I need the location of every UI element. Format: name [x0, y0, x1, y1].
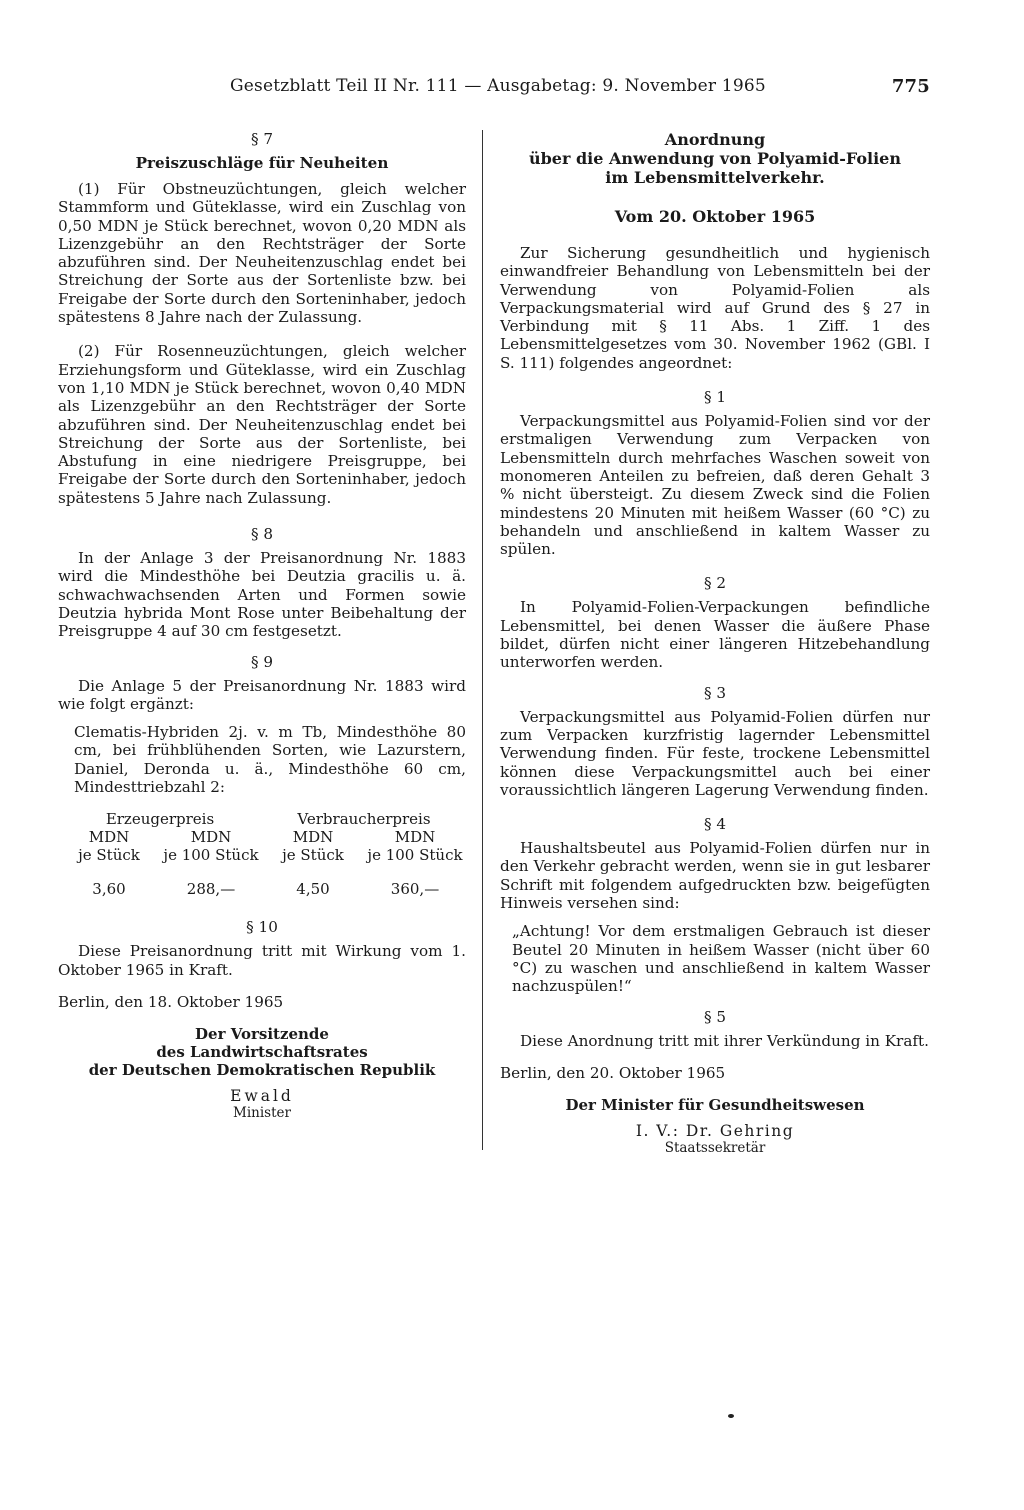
ordinance-title-1: Anordnung	[664, 130, 766, 149]
price-value: 4,50	[296, 880, 330, 899]
left-signatory-line-3: der Deutschen Demokratischen Republik	[88, 1061, 436, 1080]
clematis-item-text: Clematis-Hybriden 2j. v. m Tb, Mindesthöhe 80 cm, bei frühblühenden Sorten, wie Lazurstern, Daniel, Deronda u. ä., Mindesthöhe 60 cm, Mindesttriebzahl 2:	[74, 723, 466, 797]
page-number: 775	[891, 76, 930, 97]
section-4-heading: § 4	[703, 815, 727, 834]
price-value: 360,—	[390, 880, 440, 899]
warning-quote-text: „Achtung! Vor dem erstmaligen Gebrauch ist dieser Beutel 20 Minuten in heißem Wasser (nicht über 60 °C) zu waschen und anschließend in kaltem Wasser nachzuspülen!“	[512, 922, 930, 996]
price-per-piece: je Stück	[282, 846, 344, 865]
price-unit: MDN	[292, 828, 334, 847]
section-8-heading: § 8	[250, 525, 274, 544]
left-signatory-name: Ewald	[230, 1087, 294, 1106]
section-3-heading: § 3	[703, 683, 727, 702]
price-per-100: je 100 Stück	[367, 846, 463, 865]
section-10-paragraph: Diese Preisanordnung tritt mit Wirkung vom 1. Oktober 1965 in Kraft.	[58, 942, 466, 979]
column-divider	[482, 130, 483, 1150]
section-8-paragraph: In der Anlage 3 der Preisanordnung Nr. 1883 wird die Mindesthöhe bei Deutzia gracilis u. ä. schwachwachsenden Arten und Formen sowie Deutzia hybrida Mont Rose unter Beibehaltung der Preisgruppe 4 auf 30 cm festgesetzt.	[58, 549, 466, 641]
section-5-heading: § 5	[703, 1007, 727, 1026]
warning-quote	[512, 922, 930, 995]
section-2-paragraph: In Polyamid-Folien-Verpackungen befindliche Lebensmittel, bei denen Wasser die äußere Phase bildet, dürfen nicht einer längeren Hitzebehandlung unterworfen werden.	[500, 598, 930, 672]
left-signatory-role: Minister	[233, 1105, 291, 1122]
section-9-paragraph: Die Anlage 5 der Preisanordnung Nr. 1883 wird wie folgt ergänzt:	[58, 676, 466, 713]
price-group-consumer: Verbraucherpreis	[297, 810, 431, 829]
price-per-100: je 100 Stück	[163, 846, 259, 865]
section-5-paragraph: Diese Anordnung tritt mit ihrer Verkündung in Kraft.	[520, 1031, 929, 1050]
section-7-paragraph-2: (2) Für Rosenneuzüchtungen, gleich welcher Erziehungsform und Güteklasse, wird ein Zuschlag von 1,10 MDN je Stück berechnet, wovon 0,40 MDN als Lizenzgebühr an den Rechtsträger der Sorte abzuführen sind. Der Neuheitenzuschlag endet bei Streichung der Sorte aus der Sortenliste, bei Abstufung in eine niedrigere Preisgruppe, bei Freigabe der Sorte durch den Sorteninhaber, jedoch spätestens 5 Jahre nach Zulassung.	[58, 342, 466, 507]
right-signatory-role: Staatssekretär	[664, 1140, 766, 1157]
right-signatory	[500, 1096, 930, 1114]
section-3-paragraph: Verpackungsmittel aus Polyamid-Folien dürfen nur zum Verpacken kurzfristig lagernder Lebensmittel Verwendung finden. Für feste, trockene Lebensmittel können diese Verpackungsmittel auch bei einer voraussichtlich längeren Lagerung Verwendung finden.	[500, 707, 930, 799]
section-7-title: Preiszuschläge für Neuheiten	[135, 154, 389, 172]
price-table	[58, 810, 466, 898]
price-group-producer: Erzeugerpreis	[105, 810, 215, 829]
header-title: Gesetzblatt Teil II Nr. 111 — Ausgabetag: 9. November 1965	[230, 76, 766, 96]
left-column	[58, 130, 466, 1121]
clematis-item	[74, 723, 466, 796]
section-7-heading: § 7	[250, 130, 274, 148]
section-10-heading: § 10	[246, 918, 278, 937]
print-speck	[728, 1414, 734, 1418]
price-value: 3,60	[92, 880, 126, 899]
ordinance-title-2: über die Anwendung von Polyamid-Folien	[528, 149, 901, 168]
left-signatory-line-1: Der Vorsitzende	[195, 1025, 329, 1044]
price-unit: MDN	[190, 828, 232, 847]
left-place-date: Berlin, den 18. Oktober 1965	[58, 992, 284, 1011]
ordinance-preamble: Zur Sicherung gesundheitlich und hygienisch einwandfreier Behandlung von Lebensmitteln bei der Verwendung von Polyamid-Folien als Verpackungsmaterial wird auf Grund des § 27 in Verbindung mit § 11 Abs. 1 Ziff. 1 des Lebensmittelgesetzes vom 30. November 1962 (GBl. I S. 111) folgendes angeordnet:	[500, 244, 930, 372]
right-signatory-line-1: Der Minister für Gesundheitswesen	[565, 1096, 865, 1115]
left-signatory	[58, 1025, 466, 1079]
section-1-heading: § 1	[703, 388, 727, 407]
right-signatory-name: I. V.: Dr. Gehring	[635, 1122, 795, 1141]
price-unit: MDN	[88, 828, 130, 847]
section-4-paragraph: Haushaltsbeutel aus Polyamid-Folien dürfen nur in den Verkehr gebracht werden, wenn sie in gut lesbarer Schrift mit folgendem aufgedruckten bzw. beigefügten Hinweis versehen sind:	[500, 839, 930, 913]
section-1-paragraph: Verpackungsmittel aus Polyamid-Folien sind vor der erstmaligen Verwendung zum Verpacken von Lebensmitteln durch mehrfaches Waschen soweit von monomeren Anteilen zu befreien, daß deren Gehalt 3 % nicht übersteigt. Zu diesem Zweck sind die Folien mindestens 20 Minuten mit heißem Wasser (60 °C) zu behandeln und anschließend in kaltem Wasser zu spülen.	[500, 412, 930, 559]
right-column	[500, 130, 930, 1156]
section-2-heading: § 2	[703, 574, 727, 593]
price-unit: MDN	[394, 828, 436, 847]
left-signatory-line-2: des Landwirtschaftsrates	[156, 1043, 368, 1062]
ordinance-date: Vom 20. Oktober 1965	[614, 207, 816, 226]
right-place-date: Berlin, den 20. Oktober 1965	[500, 1063, 726, 1082]
ordinance-title-3: im Lebensmittelverkehr.	[605, 168, 825, 187]
section-9-heading: § 9	[250, 652, 274, 671]
price-value: 288,—	[186, 880, 236, 899]
page-header	[230, 76, 930, 100]
price-per-piece: je Stück	[78, 846, 140, 865]
section-7-paragraph-1: (1) Für Obstneuzüchtungen, gleich welcher Stammform und Güteklasse, wird ein Zuschlag von 0,50 MDN je Stück berechnet, wovon 0,20 MDN als Lizenzgebühr an den Rechtsträger der Sorte abzuführen sind. Der Neuheitenzuschlag endet bei Streichung der Sorte aus der Sortenliste bzw. bei Freigabe der Sorte durch den Sorteninhaber, jedoch spätestens 8 Jahre nach der Zulassung.	[58, 180, 466, 327]
